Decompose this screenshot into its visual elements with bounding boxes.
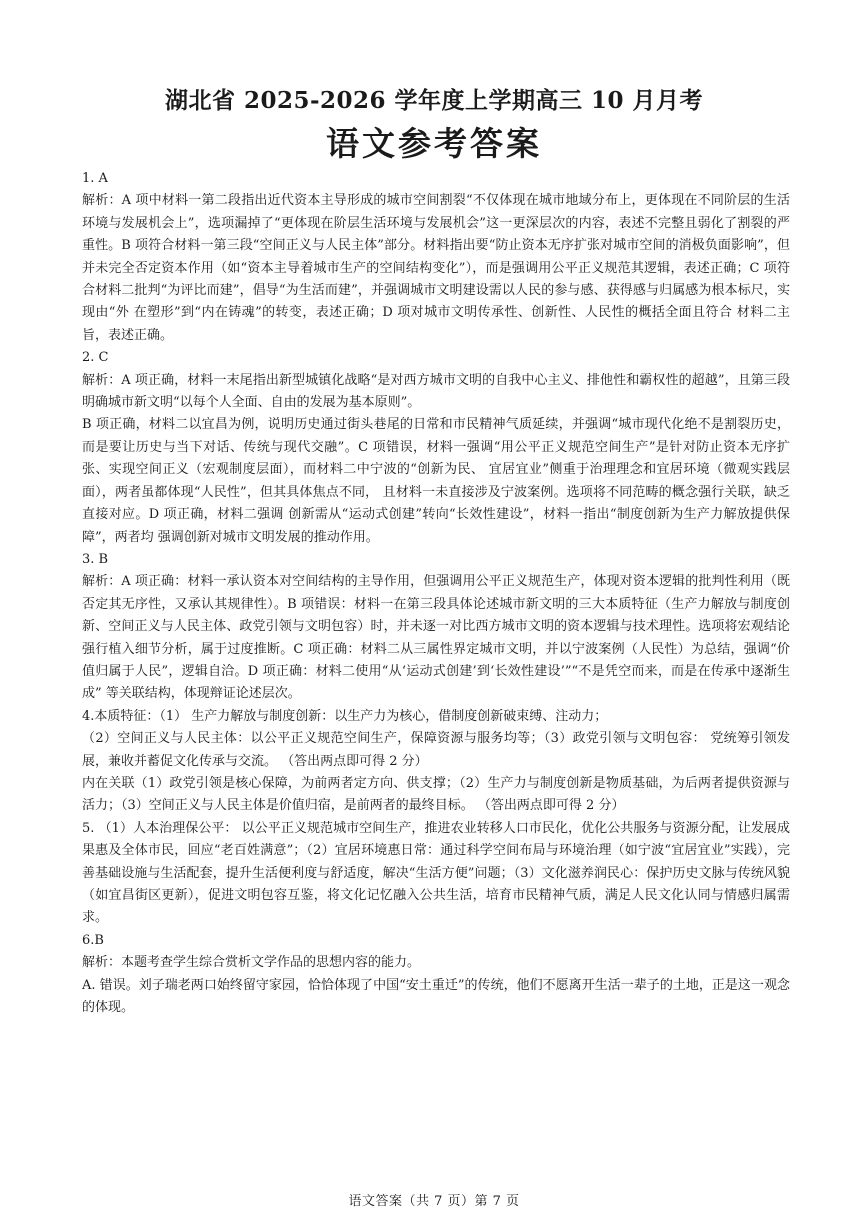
answer-6-analysis: 解析：本题考查学生综合赏析文学作品的思想内容的能力。 [82, 955, 421, 971]
answer-1-analysis: 解析：A 项中材料一第二段指出近代资本主导形成的城市空间割裂“不仅体现在城市地域分布上，更体现在不同阶层的生活环境与发展机会上”，选项漏掉了“更体现在阶层生活环境与发展机会”这一更深层次的内容，表述不完整且弱化了割裂的严重性。B 项符合材料一第三段“空间正义与人民主体”部分。材料指出要“防止资本无序扩张对城市空间的消极负面影响”，但并未完全否定资本作用（如“资本主导着城市生产的空间结构变化”），而是强调用公平正义规范其逻辑，表述正确；C 项符合材料二批判“为评比而建”，倡导“为生活而建”，并强调城市文明建设需以人民的参与感、获得感与归属感为根本标尺，实现由“外 在塑形”到“内在铸魂”的转变，表述正确；D 项对城市文明传承性、创新性、人民性的概括全面且符合 材料二主旨，表述正确。 [82, 193, 790, 343]
answer-3-analysis: 解析：A 项正确：材料一承认资本对空间结构的主导作用，但强调用公平正义规范生产，体现对资本逻辑的批判性利用（既否定其无序性，又承认其规律性）。B 项错误：材料一在第三段具体论述城市新文明的三大本质特征（生产力解放与制度创新、空间正义与人民主体、政党引领与文明包容）时，并未逐一对比西方城市文明的资本逻辑与技术理性。选项将宏观结论强行植入细节分析，属于过度推断。C 项正确：材料二从三属性界定城市文明，并以宁波案例（人民性）为总结，强调“价值归属于人民”，逻辑自洽。D 项正确：材料二使用“从‘运动式创建’到‘长效性建设’”“不是凭空而来，而是在传承中逐渐生成” 等关联结构，体现辩证论述层次。 [82, 574, 790, 702]
answer-4-features-cont: （2）空间正义与人民主体：以公平正义规范空间生产，保障资源与服务均等；（3）政党引领与文明包容： 党统筹引领发展，兼收并蓄促文化传承与交流。 （答出两点即可得 2 分） [82, 731, 790, 769]
page-footer: 语文答案（共 7 页）第 7 页 [348, 1194, 520, 1209]
answer-6-option-a: A. 错误。刘子瑞老两口始终留守家园，恰恰体现了中国“安土重迁”的传统，他们不愿离开生活一辈子的土地，正是这一观念的体现。 [82, 977, 790, 1016]
answer-4-features: 4.本质特征：（1） 生产力解放与制度创新：以生产力为核心，借制度创新破束缚、注动力； [82, 708, 608, 724]
answer-5: 5. （1）人本治理保公平： 以公平正义规范城市空间生产，推进农业转移人口市民化，优化公共服务与资源分配，让发展成果惠及全体市民，回应“老百姓满意”；（2）宜居环境惠日常：通过科学空间布局与环境治理（如宁波“宜居宜业”实践），完善基础设施与生活配套，提升生活便利度与舒适度，解决“生活方便”问题；（3）文化滋养润民心：保护历史文脉与传统风貌（如宜昌街区更新），促进文明包容互鉴，将文化记忆融入公共生活，培育市民精神气质，满足人民文化认同与情感归属需求。 [82, 820, 790, 926]
answer-4-relation: 内在关联（1）政党引领是核心保障，为前两者定方向、供支撑；（2）生产力与制度创新是物质基础，为后两者提供资源与活力；（3）空间正义与人民主体是价值归宿，是前两者的最终目标。 （答出两点即可得 2 分） [82, 775, 790, 814]
answer-2-analysis-a: 解析：A 项正确，材料一末尾指出新型城镇化战略“是对西方城市文明的自我中心主义、排他性和霸权性的超越”，且第三段明确城市新文明“以每个人全面、自由的发展为基本原则”。 [82, 372, 790, 411]
answer-content [82, 168, 790, 1019]
answer-1-key: 1. A [82, 171, 108, 186]
answer-6-key: 6.B [82, 932, 104, 948]
exam-title: 湖北省 2025-2026 学年度上学期高三 10 月月考 [164, 87, 704, 114]
subject-title: 语文参考答案 [326, 124, 542, 163]
answer-2-analysis-bcd: B 项正确，材料二以宜昌为例，说明历史通过街头巷尾的日常和市民精神气质延续，并强调“城市现代化绝不是割裂历史，而是要让历史与当下对话、传统与现代交融”。C 项错误，材料一强调“用公平正义规范空间生产”是针对防止资本无序扩张、实现空间正义（宏观制度层面），而材料二中宁波的“创新为民、 宜居宜业”侧重于治理理念和宜居环境（微观实践层面），两者虽都体现“人民性”，但其具体焦点不同， 且材料一未直接涉及宁波案例。选项将不同范畴的概念强行关联，缺乏直接对应。D 项正确，材料二强调 创新需从“运动式创建”转向“长效性建设”，材料一指出“制度创新为生产力解放提供保障”，两者均 强调创新对城市文明发展的推动作用。 [82, 417, 790, 545]
answer-2-key: 2. C [82, 350, 109, 366]
answer-3-key: 3. B [82, 551, 109, 567]
